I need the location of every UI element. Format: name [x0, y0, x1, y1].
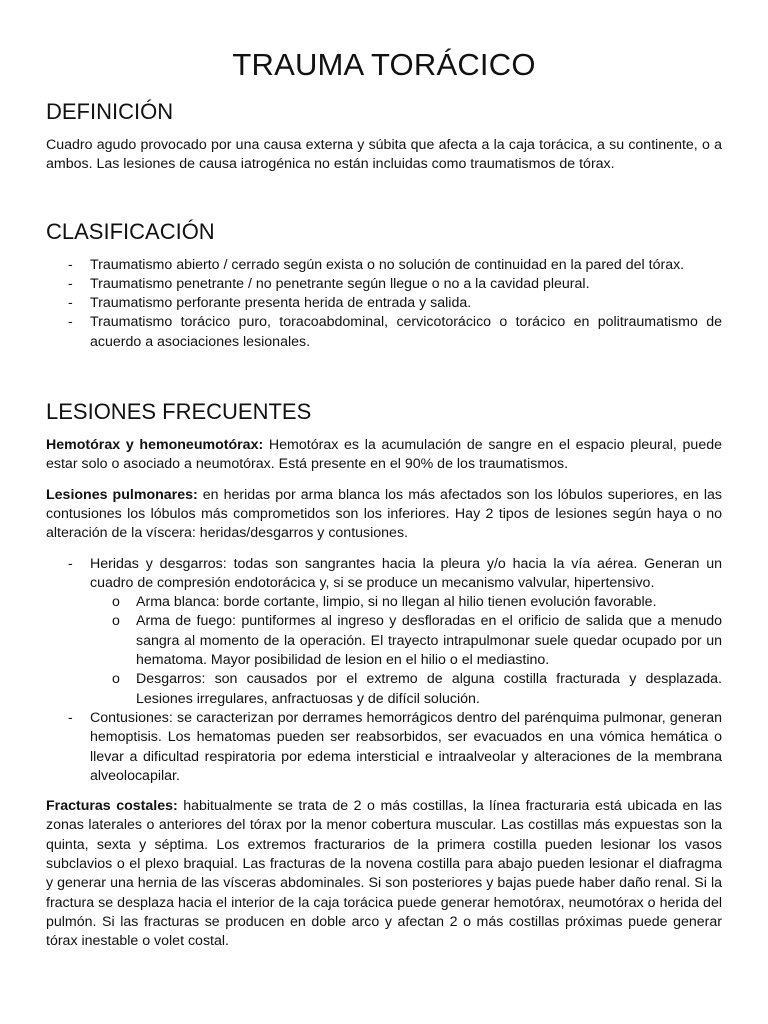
heridas-subitem: o Arma de fuego: puntiformes al ingreso y desfloradas en el orificio de salida que a menudo sangra al momento de la operación. El trayecto intrapulmonar suele quedar ocupado por un hematoma. Mayor posibilidad de lesion en el hilio o el mediastino. [112, 613, 722, 669]
heridas-subitem: o Arma blanca: borde cortante, limpio, si no llegan al hilio tienen evolución favorable. [90, 593, 722, 612]
clasificacion-item: - Traumatismo abierto / cerrado según exista o no solución de continuidad en la pared del tórax. [46, 256, 722, 275]
fracturas-term: Fracturas costales: [46, 798, 178, 815]
dash-marker: - [68, 314, 73, 331]
pulmonares-list [46, 555, 722, 787]
contusiones-item: - Contusiones: se caracterizan por derrames hemorrágicos dentro del parénquima pulmonar, generan hemoptisis. Los hematomas pueden ser reabsorbidos, ser evacuados en una vómica hemática o llevar a dificultad respiratoria por edema intersticial e intraalveolar y alteraciones de la membrana alveolocapilar. [68, 709, 722, 784]
hemotorax-paragraph: Hemotórax y hemoneumotórax: Hemotórax es la acumulación de sangre en el espacio pleural, puede estar solo o asociado a neumotórax. Está presente en el 90% de los traumatismos. [46, 437, 722, 473]
clasificacion-heading: CLASIFICACIÓN [46, 218, 215, 244]
pulmonares-paragraph: Lesiones pulmonares: en heridas por arma blanca los más afectados son los lóbulos superiores, en las contusiones los lóbulos más comprometidos son los inferiores. Hay 2 tipos de lesiones según haya o no alteración de la víscera: heridas/desgarros y contusiones. [46, 486, 722, 542]
dash-marker: - [68, 709, 73, 726]
heridas-subitem: o Desgarros: son causados por el extremo de alguna costilla fracturada y desplazada. Lesiones irregulares, anfractuosas y de difícil solución. [112, 671, 722, 707]
dash-marker: - [68, 256, 73, 273]
clasificacion-list [46, 256, 722, 352]
clasificacion-item: - Traumatismo penetrante / no penetrante según llegue o no a la cavidad pleural. [46, 275, 722, 294]
document-title: TRAUMA TORÁCICO [232, 47, 536, 82]
clasificacion-item: - Traumatismo perforante presenta herida de entrada y salida. [46, 294, 722, 313]
pulmonares-term: Lesiones pulmonares: [46, 486, 198, 503]
heridas-item: - Heridas y desgarros: todas son sangrantes hacia la pleura y/o hacia la vía aérea. Generan un cuadro de compresión endotorácica y, si se produce un mecanismo valvular, hipertensivo. o Arma blanca: borde cortante, limpio, si no llegan al hilio tienen evolución favorable. o Arma de fuego: puntiformes al ingreso y desfloradas en el orificio de salida que a menudo sangra al momento de la operación. El trayecto intrapulmonar suele quedar ocupado por un hematoma. Mayor posibilidad de lesion en el hilio o el mediastino. o Desgarros: son causados por el extremo de alguna costilla fracturada y desplazada. Lesiones irregulares, anfractuosas y de difícil solución. [46, 555, 722, 709]
heridas-sublist [90, 593, 722, 709]
circle-marker: o [112, 671, 120, 688]
dash-marker: - [68, 555, 73, 572]
hemotorax-term: Hemotórax y hemoneumotórax: [46, 437, 264, 454]
dash-marker: - [68, 275, 73, 292]
dash-marker: - [68, 295, 73, 312]
fracturas-paragraph: Fracturas costales: habitualmente se trata de 2 o más costillas, la línea fracturaria está ubicada en las zonas laterales o anteriores del tórax por la menor cobertura muscular. Las costillas más expuestas son la quinta, sexta y séptima. Los extremos fracturarios de la primera costilla pueden lesionar los vasos subclavios o el plexo braquial. Las fracturas de la novena costilla para abajo pueden lesionar el diafragma y generar una hernia de las vísceras abdominales. Si son posteriores y bajas puede haber daño renal. Si la fractura se desplaza hacia el interior de la caja torácica puede generar hemotórax, neumotórax o herida del pulmón. Si las fracturas se producen en doble arco y afectan 2 o más costillas próximas puede generar tórax inestable o volet costal. [46, 798, 722, 950]
clasificacion-item: - Traumatismo torácico puro, toracoabdominal, cervicotorácico o torácico en politraumatismo de acuerdo a asociaciones lesionales. [68, 314, 722, 350]
circle-marker: o [112, 613, 120, 630]
definicion-text: Cuadro agudo provocado por una causa externa y súbita que afecta a la caja torácica, a su continente, o a ambos. Las lesiones de causa iatrogénica no están incluidas como traumatismos de tórax. [46, 137, 722, 173]
circle-marker: o [112, 594, 120, 611]
definicion-heading: DEFINICIÓN [46, 99, 174, 124]
lesiones-heading: LESIONES FRECUENTES [46, 399, 312, 425]
